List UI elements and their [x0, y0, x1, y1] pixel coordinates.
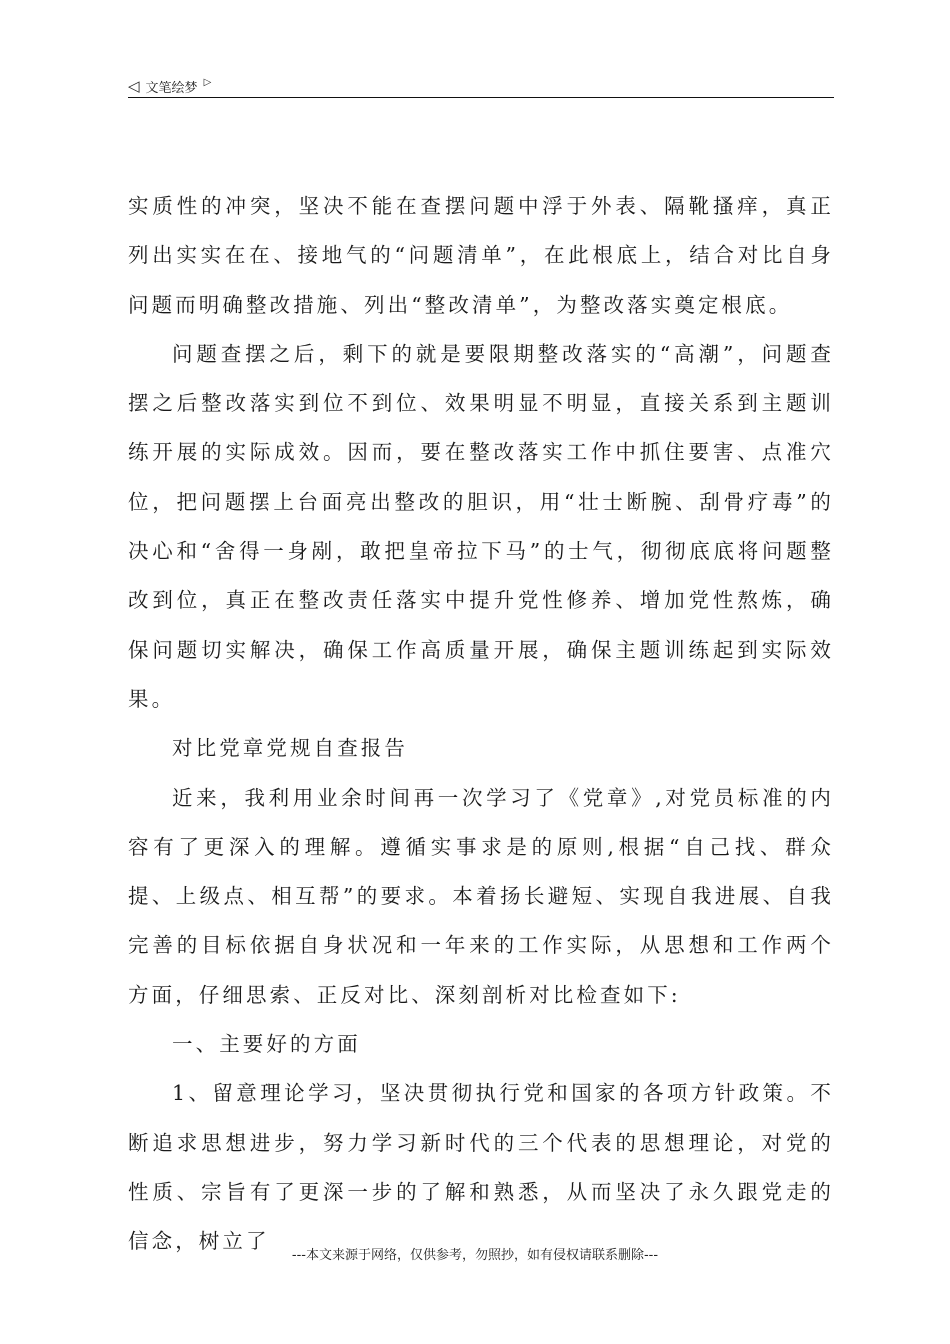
right-triangle-icon: ▷	[203, 77, 212, 88]
paragraph: 近来，我利用业余时间再一次学习了《党章》,对党员标准的内容有了更深入的理解。遵循实事求是的原则,根据“自己找、群众提、上级点、相互帮”的要求。本着扬长避短、实现自我进展、自我完善的目标依据自身状况和一年来的工作实际，从思想和工作两个方面，仔细思索、正反对比、深刻剖析对比检查如下:	[128, 785, 834, 1007]
header-divider	[128, 97, 834, 98]
left-triangle-icon: ◁	[128, 76, 140, 95]
section-title: 对比党章党规自查报告	[172, 736, 408, 761]
paragraph: 问题查摆之后，剩下的就是要限期整改落实的“高潮”，问题查摆之后整改落实到位不到位、效果明显不明显，直接关系到主题训练开展的实际成效。因而，要在整改落实工作中抓住要害、点准穴位，把问题摆上台面亮出整改的胆识，用“壮士断腕、刮骨疗毒”的决心和“舍得一身剐，敢把皇帝拉下马”的士气，彻彻底底将问题整改到位，真正在整改责任落实中提升党性修养、增加党性熬炼，确保问题切实解决，确保工作高质量开展，确保主题训练起到实际效果。	[128, 341, 834, 711]
paragraph: 1、留意理论学习，坚决贯彻执行党和国家的各项方针政策。不断追求思想进步，努力学习新时代的三个代表的思想理论，对党的性质、宗旨有了更深一步的了解和熟悉，从而坚决了永久跟党走的信念，树立了	[128, 1081, 834, 1254]
page-header	[128, 74, 834, 98]
document-body	[128, 182, 834, 1267]
header-title: 文笔绘梦	[145, 80, 198, 96]
section-heading: 一、主要好的方面	[172, 1032, 361, 1057]
paragraph: 实质性的冲突，坚决不能在查摆问题中浮于外表、隔靴搔痒，真正列出实实在在、接地气的“问题清单”，在此根底上，结合对比自身问题而明确整改措施、列出“整改清单”，为整改落实奠定根底。	[128, 194, 834, 317]
footer-notice: ---本文来源于网络，仅供参考，勿照抄，如有侵权请联系删除---	[291, 1248, 659, 1263]
